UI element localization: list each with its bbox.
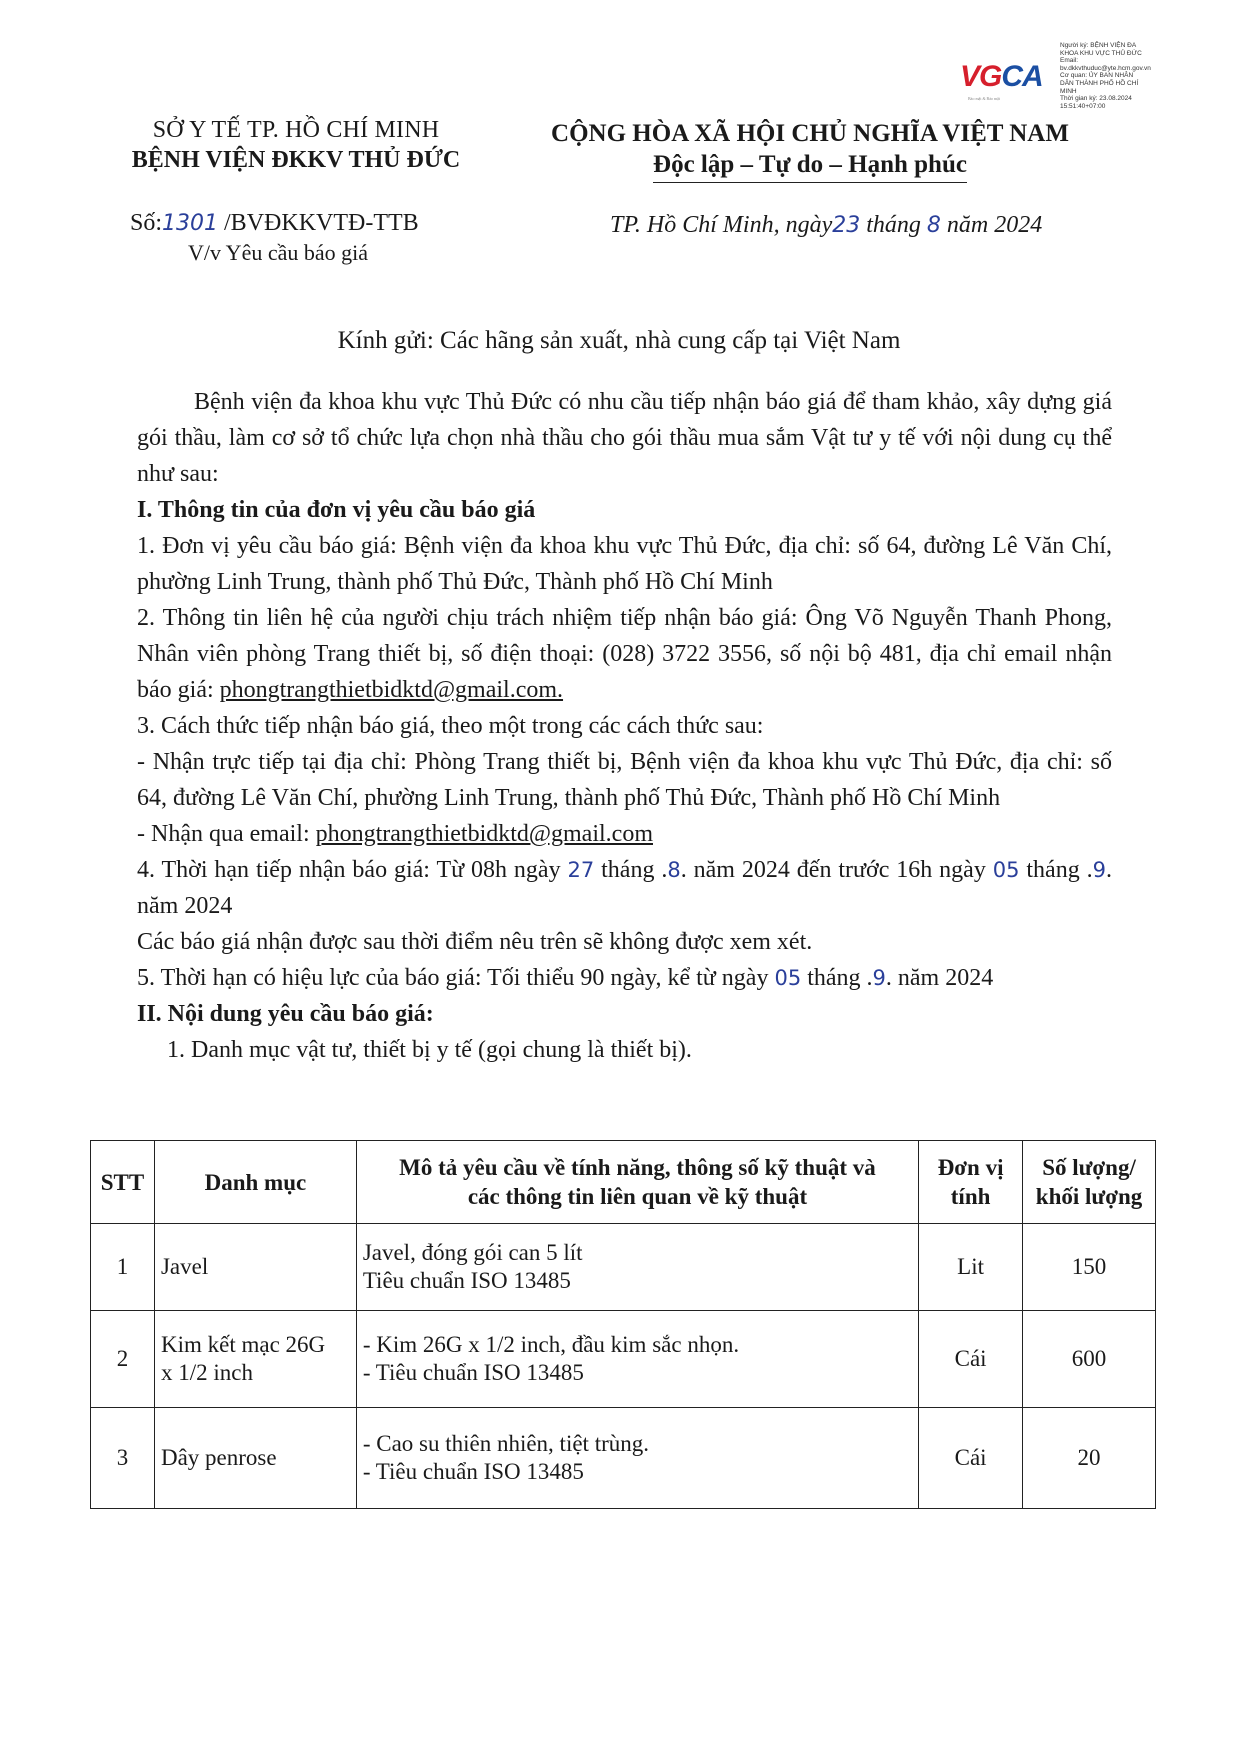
email-method-link[interactable]: phongtrangthietbidktd@gmail.com	[315, 821, 653, 847]
number-suffix: /BVĐKKVTĐ-TTB	[218, 210, 419, 236]
validity-text: tháng .	[801, 965, 873, 991]
signature-line: MINH	[1060, 87, 1077, 95]
header-line: khối lượng	[1035, 1184, 1143, 1209]
table-row	[91, 1311, 1156, 1408]
cell-qty: 150	[1023, 1224, 1156, 1311]
desc-line: - Cao su thiên nhiên, tiệt trùng.	[362, 1431, 649, 1456]
col-header-stt: STT	[91, 1141, 155, 1224]
section-1-note: Các báo giá nhận được sau thời điểm nêu trên sẽ không được xem xét.	[137, 929, 813, 955]
signature-line: bv.dkkvthuduc@yte.hcm.gov.vn	[1060, 64, 1151, 72]
header-line: Đơn vị	[937, 1155, 1004, 1180]
col-header-qty	[1023, 1141, 1156, 1224]
signature-line: Email:	[1060, 57, 1079, 65]
desc-line: - Tiêu chuẩn ISO 13485	[362, 1360, 584, 1385]
deadline-text: 4. Thời hạn tiếp nhận báo giá: Từ 08h ngày	[137, 857, 568, 883]
section-1-item-3: 3. Cách thức tiếp nhận báo giá, theo một trong các cách thức sau:	[137, 713, 764, 739]
cell-unit: Lit	[919, 1224, 1023, 1311]
document-body	[137, 384, 1112, 1068]
cell-qty: 20	[1023, 1408, 1156, 1509]
validity-month: 9	[872, 966, 886, 990]
cell-name	[154, 1224, 356, 1311]
deadline-start-day: 27	[567, 858, 595, 882]
items-table	[90, 1140, 1156, 1509]
signature-line: DÂN THÀNH PHỐ HỒ CHÍ	[1060, 79, 1139, 87]
deadline-text: tháng .	[594, 857, 668, 883]
cell-name	[154, 1408, 356, 1509]
signature-line: Cơ quan: ỦY BAN NHÂN	[1060, 72, 1134, 80]
desc-line: Tiêu chuẩn ISO 13485	[362, 1268, 571, 1293]
desc-line: Javel, đóng gói can 5 lít	[362, 1240, 583, 1265]
document-date	[610, 212, 1042, 239]
cell-stt: 2	[91, 1311, 155, 1408]
intro-paragraph: Bệnh viện đa khoa khu vực Thủ Đức có nhu cầu tiếp nhận báo giá để tham khảo, xây dựng giá gói thầu, làm cơ sở tổ chức lựa chọn nhà thầu cho gói thầu mua sắm Vật tư y tế với nội dung cụ thể như sau:	[137, 389, 1112, 487]
date-year: năm 2024	[940, 212, 1043, 238]
cell-stt: 1	[91, 1224, 155, 1311]
parent-organization: SỞ Y TẾ TP. HỒ CHÍ MINH	[152, 117, 440, 143]
deadline-text: . năm 2024	[137, 857, 1112, 919]
nation-title: CỘNG HÒA XÃ HỘI CHỦ NGHĨA VIỆT NAM	[551, 120, 1069, 147]
table-row	[91, 1408, 1156, 1509]
national-motto: Độc lập – Tự do – Hạnh phúc	[653, 149, 967, 183]
desc-line: - Tiêu chuẩn ISO 13485	[362, 1459, 584, 1484]
deadline-text: . năm 2024 đến trước 16h ngày	[680, 857, 993, 883]
section-1-item-4	[137, 852, 1112, 924]
email-method-label: - Nhận qua email:	[137, 821, 316, 847]
number-prefix: Số:	[130, 210, 163, 236]
cell-name	[154, 1311, 356, 1408]
document-subject: V/v Yêu cầu báo giá	[188, 240, 369, 265]
desc-line: - Kim 26G x 1/2 inch, đầu kim sắc nhọn.	[362, 1332, 740, 1357]
validity-text: 5. Thời hạn có hiệu lực của báo giá: Tối thiểu 90 ngày, kể từ ngày	[137, 965, 775, 991]
organization-name: BỆNH VIỆN ĐKKV THỦ ĐỨC	[131, 147, 461, 173]
signature-line: Thời gian ký: 23.08.2024	[1060, 95, 1132, 103]
cell-desc	[356, 1408, 918, 1509]
name-line: Dây penrose	[160, 1445, 277, 1470]
col-header-name: Danh mục	[154, 1141, 356, 1224]
section-1-item-3b	[137, 816, 1112, 852]
deadline-start-month: 8	[667, 858, 681, 882]
section-2-item-1: 1. Danh mục vật tư, thiết bị y tế (gọi chung là thiết bị).	[167, 1037, 692, 1063]
number-handwritten: 1301	[162, 211, 219, 236]
section-2-title: II. Nội dung yêu cầu báo giá:	[137, 1001, 434, 1027]
table-header-row	[91, 1141, 1156, 1224]
date-month: 8	[926, 213, 941, 238]
digital-signature-stamp	[960, 38, 1170, 118]
cell-desc	[356, 1311, 918, 1408]
validity-day: 05	[774, 966, 802, 990]
header-line: tính	[950, 1184, 991, 1209]
salutation: Kính gửi: Các hãng sản xuất, nhà cung cấp tại Việt Nam	[337, 327, 901, 354]
section-1-item-1: 1. Đơn vị yêu cầu báo giá: Bệnh viện đa khoa khu vực Thủ Đức, địa chỉ: số 64, đường Lê Văn Chí, phường Linh Trung, thành phố Thủ Đức, Thành phố Hồ Chí Minh	[137, 533, 1112, 595]
validity-text: . năm 2024	[885, 965, 994, 991]
col-header-unit	[919, 1141, 1023, 1224]
cell-unit: Cái	[919, 1408, 1023, 1509]
section-1-item-3a: - Nhận trực tiếp tại địa chỉ: Phòng Trang thiết bị, Bệnh viện đa khoa khu vực Thủ Đức, địa chỉ: số 64, đường Lê Văn Chí, phường Linh Trung, thành phố Thủ Đức, Thành phố Hồ Chí Minh	[137, 749, 1112, 811]
signature-line: 15:51:40+07:00	[1060, 102, 1106, 110]
date-day: 23	[832, 213, 861, 238]
header-line: Mô tả yêu cầu về tính năng, thông số kỹ thuật và	[399, 1155, 876, 1180]
deadline-text: tháng .	[1019, 857, 1093, 883]
table-row	[91, 1224, 1156, 1311]
cell-stt: 3	[91, 1408, 155, 1509]
deadline-end-month: 9	[1092, 858, 1106, 882]
vgca-tagline: Bảo mật & Bảo mật	[968, 96, 1000, 101]
signature-line: KHOA KHU VỰC THỦ ĐỨC	[1060, 49, 1142, 57]
name-line: Kim kết mạc 26G	[160, 1332, 326, 1357]
name-line: x 1/2 inch	[160, 1360, 253, 1385]
signature-line: Người ký: BỆNH VIỆN ĐA	[1060, 42, 1137, 49]
header-line: các thông tin liên quan về kỹ thuật	[467, 1184, 808, 1209]
national-header	[520, 118, 1100, 183]
signature-details	[1060, 42, 1170, 110]
document-number	[130, 210, 419, 237]
section-1-title: I. Thông tin của đơn vị yêu cầu báo giá	[137, 497, 536, 523]
name-line: Javel	[160, 1254, 209, 1279]
cell-qty: 600	[1023, 1311, 1156, 1408]
cell-desc	[356, 1224, 918, 1311]
section-1-item-2	[137, 600, 1112, 708]
date-prefix: TP. Hồ Chí Minh, ngày	[610, 212, 833, 238]
section-1-item-5	[137, 960, 1112, 996]
deadline-end-day: 05	[992, 858, 1020, 882]
col-header-desc	[356, 1141, 918, 1224]
contact-email-link[interactable]: phongtrangthietbidktd@gmail.com.	[219, 677, 564, 703]
issuing-organization	[96, 115, 496, 175]
date-month-label: tháng	[860, 212, 927, 238]
header-line: Số lượng/	[1042, 1155, 1136, 1180]
contact-text: 2. Thông tin liên hệ của người chịu trách nhiệm tiếp nhận báo giá: Ông Võ Nguyễn Thanh Phong, Nhân viên phòng Trang thiết bị, số điện thoại: (028) 3722 3556, số nội bộ 481, địa chỉ email nhận báo giá:	[137, 605, 1112, 703]
cell-unit: Cái	[919, 1311, 1023, 1408]
vgca-logo: VGCA	[960, 60, 1043, 93]
